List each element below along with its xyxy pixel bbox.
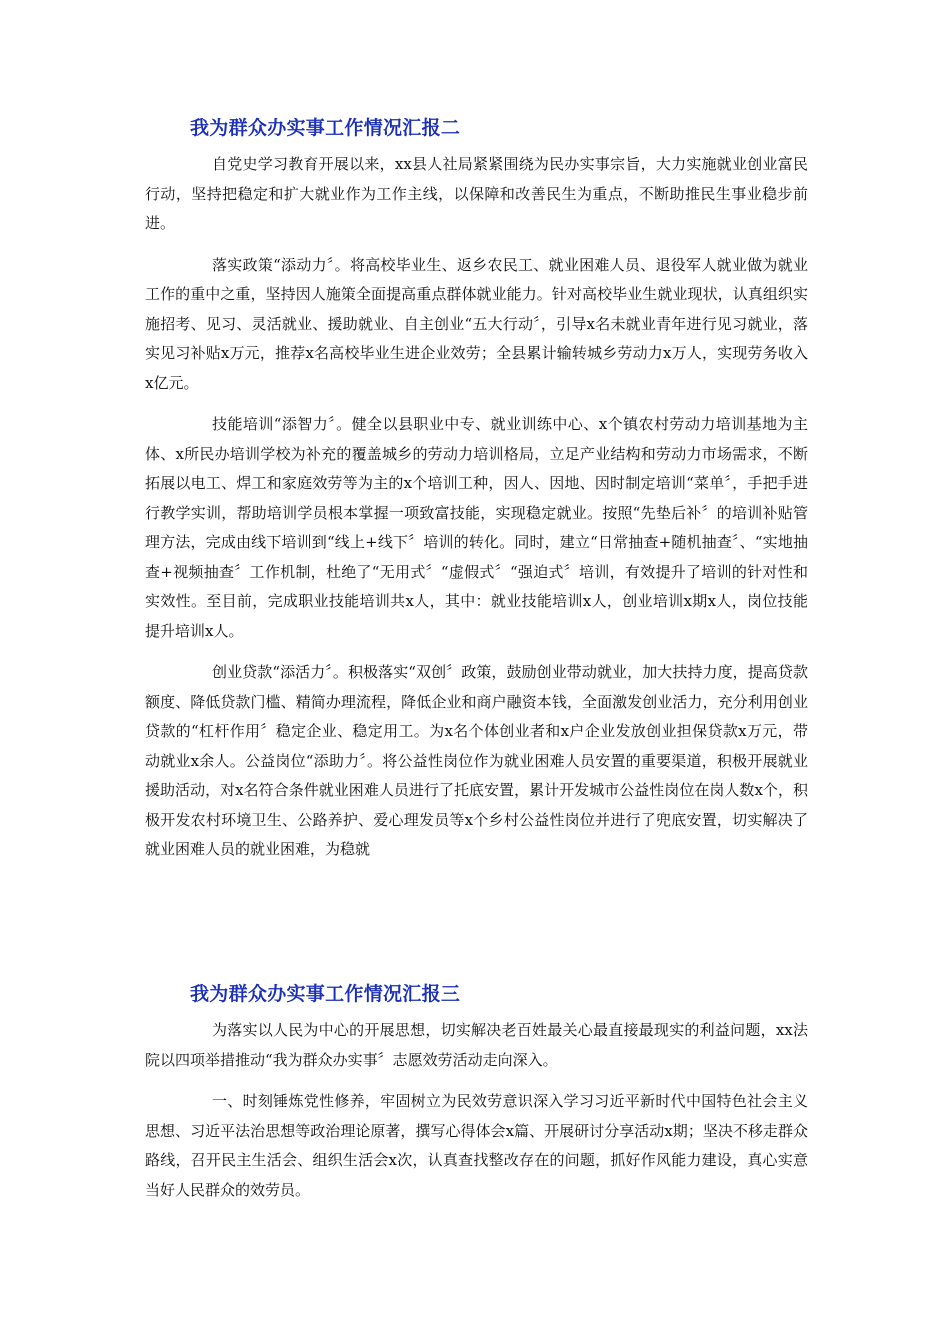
report-three-measure-paragraph: 一、时刻锤炼党性修养，牢固树立为民效劳意识深入学习习近平新时代中国特色社会主义思想、习近平法治思想等政治理论原著，撰写心得体会x篇、开展研讨分享活动x期；坚决不移走群众路线，召开民主生活会、组织生活会x次，认真查找整改存在的问题，抓好作风能力建设，真心实意当好人民群众的效劳员。 bbox=[145, 1092, 808, 1199]
report-two-intro-paragraph: 自党史学习教育开展以来，xx县人社局紧紧围绕为民办实事宗旨，大力实施就业创业富民行动，坚持把稳定和扩大就业作为工作主线，以保障和改善民生为重点，不断助推民生事业稳步前进。 bbox=[145, 155, 808, 232]
report-three-section bbox=[145, 980, 808, 1205]
report-two-training-paragraph: 技能培训“添智力〞。健全以县职业中专、就业训练中心、x个镇农村劳动力培训基地为主体、x所民办培训学校为补充的覆盖城乡的劳动力培训格局，立足产业结构和劳动力市场需求，不断拓展以电工、焊工和家庭效劳等为主的x个培训工种，因人、因地、因时制定培训“菜单〞，手把手进行教学实训，帮助培训学员根本掌握一项致富技能，实现稳定就业。按照“先垫后补〞的培训补贴管理方法，完成由线下培训到“线上+线下〞培训的转化。同时，建立“日常抽查+随机抽查〞、“实地抽查+视频抽查〞工作机制，杜绝了“无用式〞“虚假式〞“强迫式〞培训，有效提升了培训的针对性和实效性。至目前，完成职业技能培训共x人，其中：就业技能培训x人，创业培训x期x人，岗位技能提升培训x人。 bbox=[145, 415, 808, 640]
report-two-title: 我为群众办实事工作情况汇报二 bbox=[190, 117, 461, 139]
report-two-loan-paragraph: 创业贷款“添活力〞。积极落实“双创〞政策，鼓励创业带动就业，加大扶持力度，提高贷款额度、降低贷款门槛、精简办理流程，降低企业和商户融资本钱，全面激发创业活力，充分利用创业贷款的“杠杆作用〞稳定企业、稳定用工。为x名个体创业者和x户企业发放创业担保贷款x万元，带动就业x余人。公益岗位“添助力〞。将公益性岗位作为就业困难人员安置的重要渠道，积极开展就业援助活动，对x名符合条件就业困难人员进行了托底安置，累计开发城市公益性岗位在岗人数x个，积极开发农村环境卫生、公路养护、爱心理发员等x个乡村公益性岗位并进行了兜底安置，切实解决了就业困难人员的就业困难，为稳就 bbox=[145, 663, 808, 858]
report-three-intro-paragraph: 为落实以人民为中心的开展思想，切实解决老百姓最关心最直接最现实的利益问题，xx法院以四项举措推动“我为群众办实事〞志愿效劳活动走向深入。 bbox=[145, 1021, 808, 1069]
report-three-title: 我为群众办实事工作情况汇报三 bbox=[190, 983, 461, 1005]
report-two-policy-paragraph: 落实政策“添动力〞。将高校毕业生、返乡农民工、就业困难人员、退役军人就业做为就业工作的重中之重，坚持因人施策全面提高重点群体就业能力。针对高校毕业生就业现状，认真组织实施招考、见习、灵活就业、援助就业、自主创业“五大行动〞，引导x名未就业青年进行见习就业，落实见习补贴x万元，推荐x名高校毕业生进企业效劳；全县累计输转城乡劳动力x万人，实现劳务收入x亿元。 bbox=[145, 255, 808, 392]
report-two-section bbox=[145, 114, 808, 865]
